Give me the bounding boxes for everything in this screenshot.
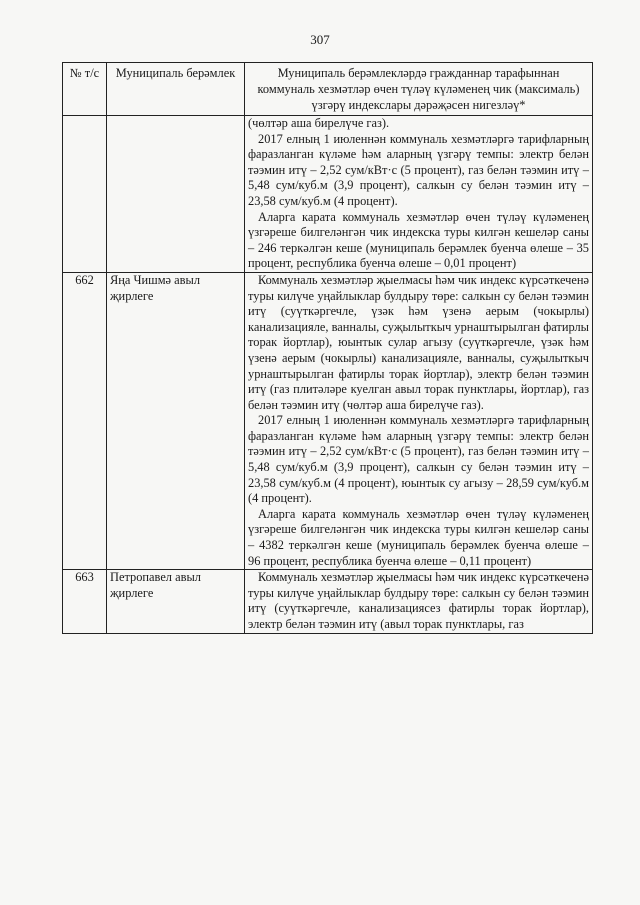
paragraph: Аларга карата коммуналь хезмәтләр өчен түләү күләменең үзгәреше билгеләнгән чик индекска туры килгән кешеләр саны – 4382 теркәлгән кеше (муниципаль берәмлек буенча өлеше – 96 процент, республика буенча өлеше – 0,11 процент) [248,506,589,568]
row-municipality: Петропавел авыл җирлеге [107,570,245,633]
paragraph: 2017 елның 1 июленнән коммуналь хезмәтләргә тарифларның фаразланган күләме һәм аларның үзгәрү темпы: электр белән тәэмин итү – 2,52 сум/кВт·с (5 процент), газ белән тәэмин итү – 5,48 сум/куб.м (3,9 процент), салкын су белән тәэмин итү – 23,58 сум/куб.м (4 процент). [248,131,589,208]
page-number: 307 [310,32,330,47]
paragraph: Коммуналь хезмәтләр җыелмасы һәм чик индекс күрсәткеченә туры килүче уңайлыклар булдыру төре: салкын су белән тәэмин итү (суүткәргечле, үзәк һәм үзенә аерым (чокырлы) канализацияле, ванналы, суҗылыткыч урнаштырылган фатирлы торак йортлар), юынтык сулар агызу (суүткәргечле, үзәк һәм үзенә аерым (чокырлы) канализацияле, ванналы, суҗылыткыч урнаштырылган фатирлы торак йортлар), электр белән тәэмин итү (газ плитәләре куелган авыл торак пунктлары, йортлар), газ белән тәэмин итү (чөлтәр аша бирелүче газ). [248,272,590,412]
row-description [245,272,593,569]
paragraph: Аларга карата коммуналь хезмәтләр өчен түләү күләменең үзгәреше билгеләнгән чик индекска туры килгән кешеләр саны – 246 теркәлгән кеше (муниципаль берәмлек буенча өлеше – 35 процент, республика буенча өлеше – 0,01 процент) [248,209,589,271]
header-description: Муниципаль берәмлекләрдә гражданнар тарафыннан коммуналь хезмәтләр өчен түләү күләменең чик (максималь) үзгәрү индекслары дәрәҗәсен нигезләү* [245,63,593,116]
table-header-row [63,63,593,116]
paragraph: 2017 елның 1 июленнән коммуналь хезмәтләргә тарифларның фаразланган күләме һәм аларның үзгәрү темпы: электр белән тәэмин итү – 2,52 сум/кВт·с (5 процент), газ белән тәэмин итү – 5,48 сум/куб.м (3,9 процент), салкын су белән тәэмин итү – 23,58 сум/куб.м (4 процент), юынтык су агызу – 28,59 сум/куб.м (4 процент). [248,413,589,506]
row-municipality [107,116,245,273]
row-municipality: Яңа Чишмә авыл җирлеге [107,272,245,569]
paragraph: Коммуналь хезмәтләр җыелмасы һәм чик индекс күрсәткеченә туры килүче уңайлыклар булдыру төре: салкын су белән тәэмин итү (суүткәргечле, канализациясез фатирлы торак йортлар), электр белән тәэмин итү (авыл торак пунктлары, газ [248,570,589,631]
row-description [245,570,593,633]
table-row [63,272,593,569]
row-description [245,116,593,273]
header-municipality: Муниципаль берәмлек [107,63,245,116]
utility-tariff-table [62,62,593,634]
row-num: 662 [63,272,107,569]
header-num: № т/с [63,63,107,116]
table-row [63,116,593,273]
table-row [63,570,593,633]
row-num: 663 [63,570,107,633]
row-num [63,116,107,273]
paragraph: (чөлтәр аша бирелүче газ). [248,116,390,130]
